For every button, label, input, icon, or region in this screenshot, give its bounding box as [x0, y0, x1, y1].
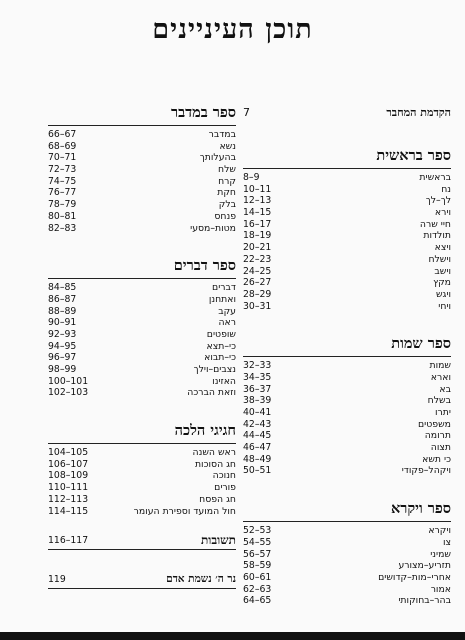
- toc-entry-name: וארא: [430, 371, 451, 383]
- toc-entry-pages: 74–75: [48, 175, 77, 187]
- toc-entry[interactable]: [48, 387, 236, 399]
- toc-entry-pages: 86–87: [48, 293, 77, 305]
- toc-entry-name: ויצא: [434, 242, 451, 254]
- toc-entry-pages: 50–51: [243, 465, 272, 477]
- toc-entry-pages: 112–113: [48, 493, 89, 505]
- toc-entry-name: שמות: [429, 360, 451, 372]
- toc-entry[interactable]: [243, 301, 451, 313]
- list-vayikra: [243, 525, 451, 607]
- toc-entry-pages: 54–55: [243, 536, 272, 548]
- toc-entry[interactable]: [243, 242, 451, 254]
- toc-entry[interactable]: [243, 430, 451, 442]
- list-bamidbar: [48, 129, 236, 234]
- toc-entry-pages: 52–53: [243, 525, 272, 537]
- toc-entry[interactable]: [48, 129, 236, 141]
- toc-entry[interactable]: [243, 277, 451, 289]
- toc-entry[interactable]: [48, 152, 236, 164]
- toc-entry[interactable]: [243, 549, 451, 561]
- toc-entry[interactable]: [243, 207, 451, 219]
- toc-entry[interactable]: [243, 372, 451, 384]
- toc-entry[interactable]: [48, 341, 236, 353]
- toc-entry[interactable]: [48, 306, 236, 318]
- toc-entry-pages: 72–73: [48, 164, 77, 176]
- toc-entry-name: חקת: [217, 187, 236, 199]
- toc-entry-name: כי תשא: [422, 453, 451, 465]
- toc-entry-name: ויחי: [438, 300, 451, 312]
- toc-entry-pages: 96–97: [48, 352, 77, 364]
- toc-entry[interactable]: [48, 176, 236, 188]
- left-column: [48, 103, 236, 589]
- toc-entry[interactable]: [243, 230, 451, 242]
- toc-entry-pages: 56–57: [243, 548, 272, 560]
- ner-entry[interactable]: [48, 570, 236, 589]
- toc-entry[interactable]: [48, 164, 236, 176]
- toc-entry[interactable]: [48, 141, 236, 153]
- toc-entry[interactable]: [243, 584, 451, 596]
- intro-entry[interactable]: [243, 103, 451, 124]
- toc-entry[interactable]: [48, 482, 236, 494]
- toc-entry-pages: 98–99: [48, 364, 77, 375]
- toc-entry-name: דברים: [212, 282, 236, 294]
- toc-entry[interactable]: [48, 376, 236, 388]
- toc-entry-name: ראה: [218, 317, 236, 329]
- section-heading-shemot: ספר שמות: [243, 334, 451, 357]
- toc-entry-pages: 66–67: [48, 129, 77, 140]
- toc-entry-name: כי–תבוא: [204, 352, 236, 364]
- toc-entry-name: יתרו: [435, 407, 451, 418]
- toc-entry-pages: 8–9: [243, 172, 260, 183]
- toc-entry[interactable]: [48, 447, 236, 459]
- toc-entry[interactable]: [243, 465, 451, 477]
- toc-entry-name: נח: [441, 183, 451, 195]
- toc-entry-name: ראש השנה: [192, 447, 236, 459]
- toc-entry-name: כי–תצא: [206, 340, 236, 352]
- toc-entry[interactable]: [48, 282, 236, 294]
- toc-entry-pages: 34–35: [243, 371, 272, 383]
- section-heading-hagim: חגיגי הלכה: [48, 421, 236, 444]
- toc-entry[interactable]: [48, 317, 236, 329]
- toc-entry-pages: 94–95: [48, 340, 77, 352]
- toc-entry-name: תזריע–מצורע: [398, 560, 451, 572]
- toc-entry-pages: 16–17: [243, 218, 272, 230]
- toc-entry[interactable]: [48, 294, 236, 306]
- toc-entry-pages: 32–33: [243, 360, 272, 372]
- toc-entry-name: קרח: [218, 175, 236, 187]
- toc-entry-pages: 36–37: [243, 383, 272, 395]
- intro-page: 7: [243, 106, 250, 119]
- toc-entry-pages: 62–63: [243, 583, 272, 595]
- toc-entry-name: בראשית: [419, 172, 451, 183]
- toc-entry-pages: 58–59: [243, 560, 272, 572]
- toc-entry-pages: 82–83: [48, 222, 77, 234]
- toc-entry-name: ויגש: [435, 288, 451, 300]
- toc-entry[interactable]: [48, 506, 236, 518]
- toc-entry[interactable]: [243, 384, 451, 396]
- toc-entry-pages: 46–47: [243, 442, 272, 454]
- toc-entry-name: וישלח: [428, 253, 451, 265]
- toc-entry[interactable]: [48, 187, 236, 199]
- list-shemot: [243, 360, 451, 477]
- toc-entry-name: וירא: [434, 207, 451, 219]
- toc-entry-pages: 70–71: [48, 152, 77, 164]
- toc-entry[interactable]: [243, 360, 451, 372]
- toc-entry-pages: 18–19: [243, 230, 272, 242]
- toc-entry-name: לך–לך: [425, 195, 451, 207]
- toc-entry[interactable]: [243, 254, 451, 266]
- intro-label: הקדמת המחבר: [386, 106, 451, 119]
- toc-entry-name: חיי שרה: [419, 218, 451, 230]
- toc-entry-pages: 76–77: [48, 187, 77, 199]
- toc-entry-name: בלק: [218, 199, 236, 211]
- toc-entry-pages: 24–25: [243, 265, 272, 277]
- toc-entry[interactable]: [48, 494, 236, 506]
- toc-entry-pages: 30–31: [243, 300, 272, 312]
- toc-entry-name: חנוכה: [212, 470, 236, 482]
- toc-entry-name: במדבר: [208, 129, 236, 140]
- toc-entry[interactable]: [243, 454, 451, 466]
- toc-entry[interactable]: [243, 395, 451, 407]
- toc-entry-name: בהר–בחוקותי: [398, 595, 451, 607]
- toc-entry[interactable]: [48, 223, 236, 235]
- toc-entry[interactable]: [243, 289, 451, 301]
- section-heading-vayikra: ספר ויקרא: [243, 499, 451, 522]
- toc-entry-name: בשלח: [427, 395, 451, 407]
- toc-entry-name: ואתחנן: [208, 293, 236, 305]
- toc-entry-name: וזאת הברכה: [187, 387, 236, 399]
- toc-entry-name: בא: [439, 383, 451, 395]
- toc-entry[interactable]: [243, 407, 451, 419]
- toc-entry-pages: 90–91: [48, 317, 77, 329]
- toc-entry[interactable]: [243, 172, 451, 184]
- toc-entry-name: חול המועד וספירת העומר: [133, 505, 236, 517]
- toc-entry[interactable]: [48, 329, 236, 341]
- ner-page: 119: [48, 573, 66, 585]
- toc-entry-name: חג הפסח: [199, 493, 236, 505]
- toc-entry[interactable]: [243, 419, 451, 431]
- toc-entry-pages: 110–111: [48, 482, 89, 494]
- toc-entry-pages: 104–105: [48, 447, 89, 459]
- teshuvot-entry[interactable]: [48, 531, 236, 550]
- toc-entry-pages: 78–79: [48, 199, 77, 211]
- toc-entry[interactable]: [48, 459, 236, 471]
- toc-entry-name: תולדות: [423, 230, 451, 242]
- section-heading-bamidbar: ספר במדבר: [48, 103, 236, 126]
- toc-entry-pages: 14–15: [243, 207, 272, 219]
- toc-entry-name: שופטים: [206, 328, 236, 340]
- toc-entry-pages: 20–21: [243, 242, 272, 254]
- toc-entry[interactable]: [48, 470, 236, 482]
- toc-entry[interactable]: [48, 199, 236, 211]
- toc-entry-pages: 102–103: [48, 387, 89, 399]
- ner-label: נר ה׳ נשמת אדם: [166, 573, 236, 586]
- toc-entry-name: נצבים–וילך: [193, 364, 236, 375]
- list-hagim: [48, 447, 236, 517]
- toc-entry-name: מטות–מסעי: [190, 222, 236, 234]
- right-column: [243, 103, 451, 607]
- toc-entry-name: וישב: [434, 265, 451, 277]
- toc-entry-name: בהעלותך: [199, 152, 236, 164]
- toc-entry-name: האזינו: [212, 375, 236, 387]
- toc-entry-pages: 42–43: [243, 418, 272, 430]
- toc-entry-pages: 44–45: [243, 430, 272, 442]
- toc-entry-pages: 38–39: [243, 395, 272, 407]
- toc-entry-name: ויקהל–פקודי: [401, 465, 451, 477]
- toc-entry-pages: 114–115: [48, 505, 89, 517]
- toc-entry-pages: 84–85: [48, 282, 77, 294]
- teshuvot-pages: 116–117: [48, 534, 89, 546]
- toc-entry[interactable]: [243, 442, 451, 454]
- toc-entry[interactable]: [243, 195, 451, 207]
- toc-entry-name: משפטים: [418, 418, 451, 430]
- section-heading-bereshit: ספר בראשית: [243, 146, 451, 169]
- toc-entry[interactable]: [243, 184, 451, 196]
- toc-entry-name: שלח: [218, 164, 236, 176]
- toc-entry-pages: 22–23: [243, 253, 272, 265]
- toc-entry-pages: 80–81: [48, 210, 77, 222]
- toc-entry[interactable]: [243, 595, 451, 607]
- toc-entry-pages: 100–101: [48, 375, 89, 387]
- toc-entry-name: אמור: [430, 583, 451, 595]
- toc-entry-pages: 108–109: [48, 470, 89, 482]
- teshuvot-label: תשובות: [200, 532, 236, 547]
- toc-entry-name: עקב: [218, 305, 236, 317]
- toc-entry-pages: 64–65: [243, 595, 272, 607]
- toc-entry[interactable]: [243, 525, 451, 537]
- toc-entry-name: תרומה: [424, 430, 451, 442]
- toc-entry[interactable]: [243, 537, 451, 549]
- toc-entry-name: ויקרא: [428, 525, 451, 537]
- toc-entry-pages: 60–61: [243, 571, 272, 583]
- toc-entry[interactable]: [243, 219, 451, 231]
- list-devarim: [48, 282, 236, 399]
- toc-entry-name: צו: [442, 536, 451, 548]
- toc-entry-name: תצוה: [430, 442, 451, 454]
- section-heading-devarim: ספר דברים: [48, 256, 236, 279]
- toc-entry[interactable]: [48, 352, 236, 364]
- toc-entry-pages: 40–41: [243, 407, 272, 418]
- toc-entry[interactable]: [243, 266, 451, 278]
- toc-entry-pages: 106–107: [48, 458, 89, 470]
- toc-entry-pages: 26–27: [243, 277, 272, 289]
- toc-entry-pages: 68–69: [48, 140, 77, 152]
- toc-entry-pages: 48–49: [243, 453, 272, 465]
- toc-entry-pages: 28–29: [243, 288, 272, 300]
- toc-entry-name: חג הסוכות: [194, 458, 236, 470]
- toc-entry-pages: 12–13: [243, 195, 272, 207]
- toc-entry-name: פנחס: [214, 210, 236, 222]
- list-bereshit: [243, 172, 451, 312]
- toc-entry[interactable]: [243, 572, 451, 584]
- toc-entry-pages: 92–93: [48, 328, 77, 340]
- bottom-border: [0, 632, 465, 640]
- toc-entry[interactable]: [48, 211, 236, 223]
- toc-entry[interactable]: [243, 560, 451, 572]
- page-title: תוכן העיניינים: [152, 14, 313, 45]
- toc-entry-name: מקץ: [433, 277, 451, 289]
- toc-entry-name: פורים: [214, 482, 236, 494]
- toc-entry-name: שמיני: [430, 548, 451, 560]
- toc-entry-name: נשא: [219, 140, 236, 152]
- toc-entry-pages: 10–11: [243, 183, 272, 195]
- toc-entry[interactable]: [48, 364, 236, 376]
- toc-entry-pages: 88–89: [48, 305, 77, 317]
- toc-entry-name: אחרי–מות–קדושים: [378, 571, 451, 583]
